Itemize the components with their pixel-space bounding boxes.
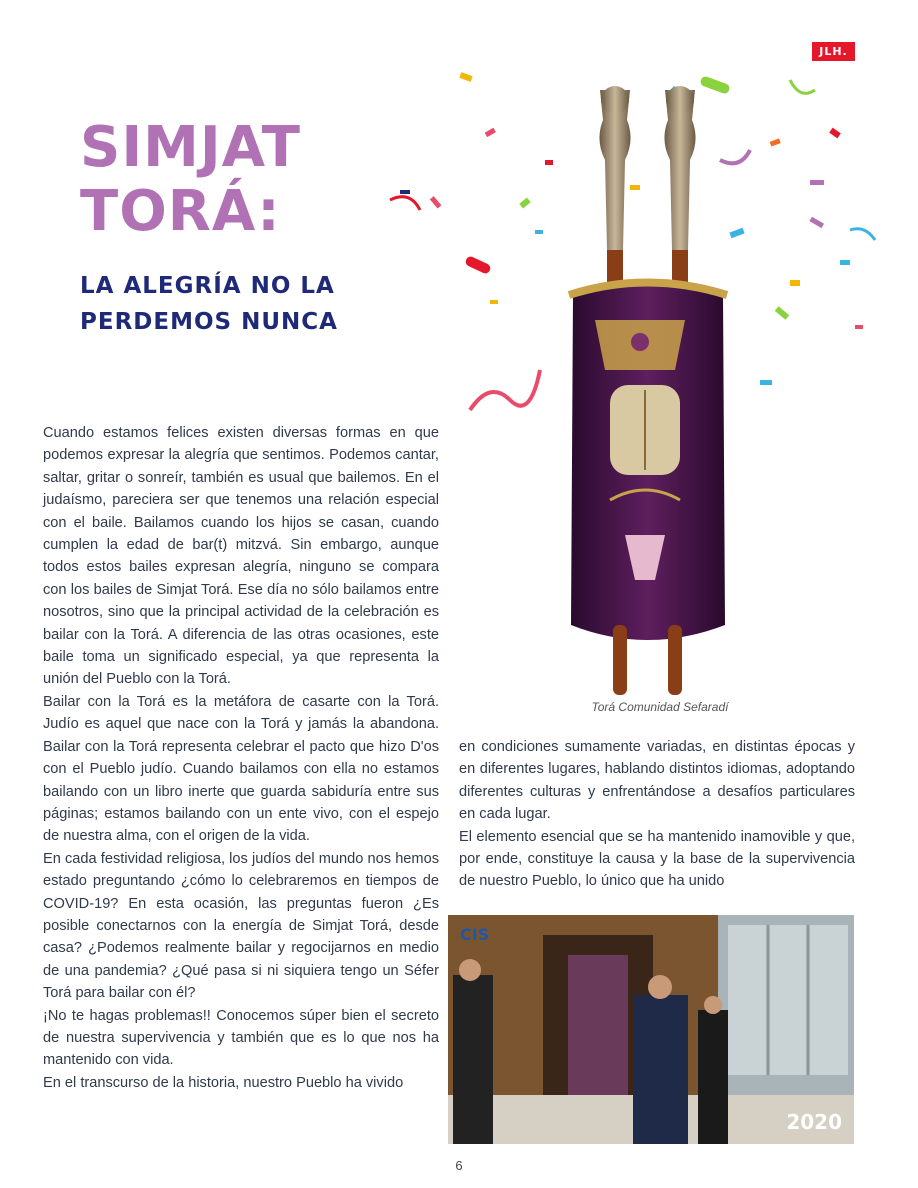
paragraph: En el transcurso de la historia, nuestro Pueblo ha vivido	[43, 1074, 404, 1091]
community-logo: CIS	[460, 925, 490, 944]
article-body-right-column	[459, 736, 855, 893]
paragraph: ¡No te hagas problemas!! Conocemos súper bien el secreto de nuestra supervivencia y también que es lo que nos ha mantenido con vida.	[43, 1007, 439, 1069]
article-title-line-1: SIMJAT	[80, 115, 301, 180]
page-number: 6	[455, 1158, 463, 1173]
celebration-photo	[448, 915, 854, 1144]
article-subtitle-line-1: LA ALEGRÍA NO LA	[80, 273, 335, 299]
magazine-tag: JLH.	[812, 42, 855, 61]
torah-image-caption: Torá Comunidad Sefaradí	[591, 700, 729, 714]
paragraph: El elemento esencial que se ha mantenido inamovible y que, por ende, constituye la causa y la base de la supervivencia de nuestro Pueblo, lo único que ha unido	[459, 828, 855, 890]
article-title	[80, 116, 301, 244]
paragraph: Cuando estamos felices existen diversas formas en que podemos expresar la alegría que sentimos. Podemos cantar, saltar, gritar o sonreír, también es usual que bailemos. En el judaísmo, pareciera ser que tenemos una relación especial con el baile. Bailamos cuando los hijos se casan, cuando cumplen la edad de bar(t) mitzvá. Sin embargo, aunque todos estos bailes expresan alegría, ninguno se compara con los bailes de Simjat Torá. Ese día no sólo bailamos entre nosotros, sino que la principal actividad de la celebración es bailar con la Torá. A diferencia de las otras ocasiones, este baile toma un significado especial, ya que representa la unión del Pueblo con la Torá.	[43, 425, 439, 688]
torah-scroll-image	[555, 80, 740, 700]
paragraph: en condiciones sumamente variadas, en distintas épocas y en diferentes lugares, hablando distintos idiomas, adoptando diferentes culturas y enfrentándose a desafíos particulares en cada lugar.	[459, 739, 855, 823]
photo-year-label: 2020	[786, 1110, 842, 1134]
article-subtitle	[80, 268, 338, 340]
paragraph: Bailar con la Torá es la metáfora de casarte con la Torá. Judío es aquel que nace con la Torá y jamás la abandona. Bailar con la Torá representa celebrar el pacto que hizo D'os con el Pueblo judío. Cuando bailamos con ella no estamos bailando con un libro inerte que guarda sabiduría entre sus páginas; estamos bailando con un ente vivo, con el espejo de nuestra alma, con el origen de la vida.	[43, 693, 439, 845]
article-title-line-2: TORÁ:	[80, 179, 281, 244]
article-subtitle-line-2: PERDEMOS NUNCA	[80, 309, 338, 335]
paragraph: En cada festividad religiosa, los judíos del mundo nos hemos estado preguntando ¿cómo lo celebraremos en tiempos de COVID-19? En esta ocasión, las preguntas fueron ¿Es posible conectarnos con la energía de Simjat Torá, desde casa? ¿Podemos realmente bailar y regocijarnos en medio de una pandemia? ¿Qué pasa si ni siquiera tengo un Séfer Torá para bailar con él?	[43, 850, 439, 1002]
article-body-left-column	[43, 422, 439, 1094]
